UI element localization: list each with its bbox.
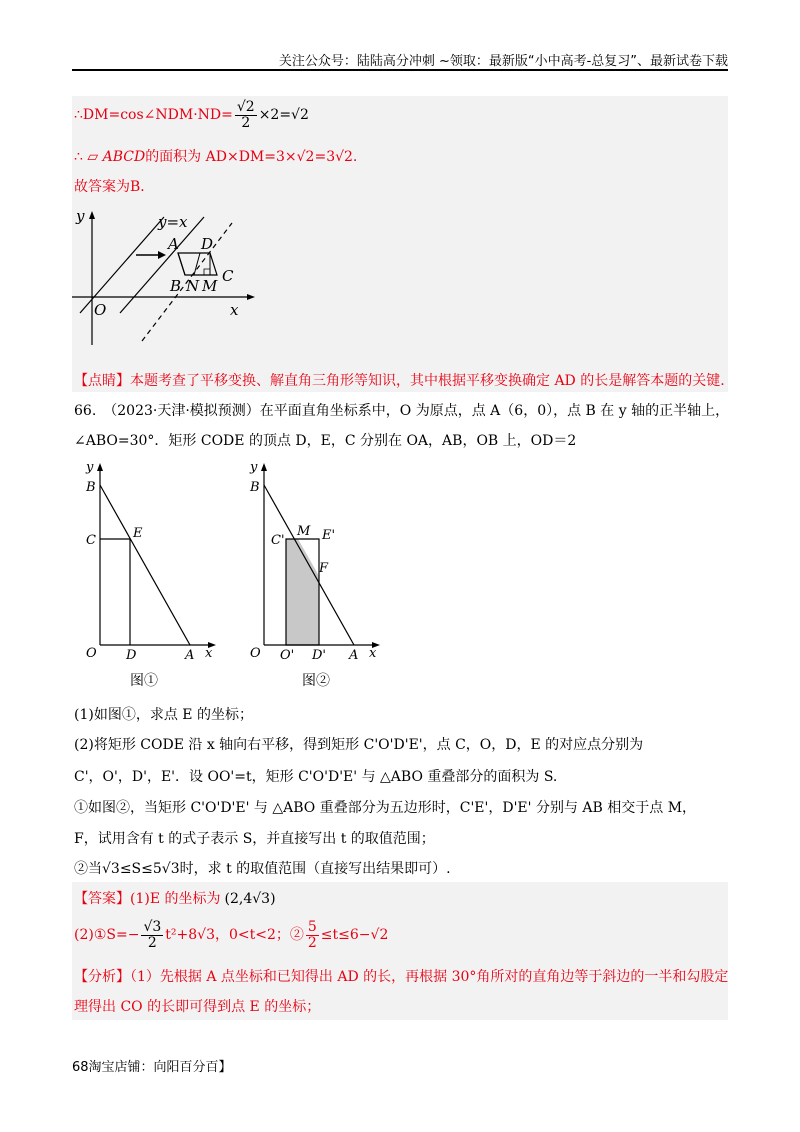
review-text: 本题考查了平移变换、解直角三角形等知识，其中根据平移变换确定 AD 的长是解答本题的关键. [130, 373, 725, 389]
fig2-label-C: C' [271, 533, 285, 548]
analysis-text-1: （1）先根据 A 点坐标和已知得出 AD 的长，再根据 30°角所对的直角边等于斜边的一半和勾股定 [130, 969, 729, 985]
question-1: (1)如图①，求点 E 的坐标； [74, 707, 253, 723]
answer-label: 【答案】 [74, 891, 130, 907]
fig2-label-O2: O' [280, 648, 295, 663]
answer-part1-prefix: (1) [130, 891, 150, 907]
answer-part1-text: E 的坐标为 [149, 891, 221, 907]
fig1-label-y: y [86, 460, 94, 475]
answer-part2-frac [141, 920, 163, 950]
review-label: 【点睛】 [74, 373, 130, 389]
fig-top-label-y: y [76, 207, 85, 225]
fig1-label-D: D [126, 648, 137, 663]
dm-equation [74, 100, 309, 130]
analysis-line-1 [74, 966, 728, 986]
fig2-label-A: A [349, 648, 359, 663]
figure-2 [236, 455, 396, 695]
question-2a: (2)将矩形 CODE 沿 x 轴向右平移，得到矩形 C'O'D'E'，点 C，O，D，E 的对应点分别为 [74, 737, 644, 753]
answer-frac2-den: 2 [307, 934, 317, 951]
fig1-y-arrow [97, 463, 103, 471]
fig-top-label-x: x [230, 301, 239, 319]
dm-fraction [235, 100, 257, 130]
answer-part2-end: ≤t≤6−√2 [320, 927, 389, 944]
answer-line-2 [74, 920, 388, 950]
question-2c: ①如图②，当矩形 C'O'D'E' 与 △ABO 重叠部分为五边形时，C'E'，D'E' 分别与 AB 相交于点 M， [74, 800, 697, 816]
figure-1 [72, 455, 232, 695]
fig-top-label-A: A [168, 235, 179, 253]
fig1-label-B: B [86, 480, 96, 495]
answer-b-text: 故答案为B． [74, 179, 155, 195]
question-2b: C'，O'，D'，E'．设 OO'=t，矩形 C'O'D'E' 与 △ABO 重叠部分的面积为 S. [74, 769, 558, 785]
fig-top-label-C: C [222, 267, 234, 285]
problem-line-2: ∠ABO=30°．矩形 CODE 的顶点 D，E，C 分别在 OA，AB，OB 上，OD＝2 [74, 433, 577, 449]
translation-figure [72, 205, 272, 355]
fig2-shaded-region [286, 539, 319, 645]
fig1-caption: 图① [130, 673, 158, 689]
review-line [74, 370, 725, 390]
fig2-label-D: D' [312, 648, 326, 663]
fig1-label-E: E [133, 526, 143, 541]
area-prefix: ∴ ▱ [74, 149, 103, 165]
area-name: ABCD [102, 149, 146, 165]
answer-part2-prefix: (2)①S=− [74, 927, 140, 944]
header-rule [72, 69, 728, 71]
fig2-label-x: x [369, 646, 377, 661]
answer-frac-den: 2 [147, 934, 157, 951]
fig1-label-A: A [185, 648, 195, 663]
question-2e: ②当√3≤S≤5√3时，求 t 的取值范围（直接写出结果即可）. [74, 861, 451, 877]
question-2d: F，试用含有 t 的式子表示 S，并直接写出 t 的取值范围； [74, 831, 435, 847]
fig2-label-O: O [250, 646, 261, 661]
fig2-caption: 图② [302, 673, 330, 689]
dm-frac-den: 2 [241, 114, 251, 131]
fig2-label-E: E' [322, 528, 336, 543]
dm-suffix: ×2=√2 [258, 107, 309, 124]
fig1-label-O: O [86, 646, 97, 661]
fig-top-y-arrow [89, 211, 95, 219]
answer-frac-num: √3 [143, 919, 162, 935]
dm-frac-num: √2 [236, 99, 255, 115]
fig2-label-F: F [319, 561, 329, 576]
fig-top-label-D: D [201, 235, 214, 253]
answer-frac2-num: 5 [307, 919, 317, 935]
fig1-line-AB [100, 485, 190, 645]
answer-part2-frac2 [306, 920, 319, 950]
fig-top-x-arrow [247, 294, 255, 300]
problem-line-1: 66. （2023·天津·模拟预测）在平面直角坐标系中，O 为原点，点 A（6，0），点 B 在 y 轴的正半轴上， [74, 403, 730, 419]
answer-part2-rest: t²+8√3，0<t<2；② [165, 927, 304, 944]
fig2-y-arrow [261, 463, 267, 471]
analysis-label: 【分析】 [74, 969, 130, 985]
area-text: 的面积为 AD×DM=3×√2=3√2. [145, 149, 358, 165]
fig-top-label-N: N [186, 277, 200, 295]
fig1-label-C: C [86, 533, 96, 548]
fig1-label-x: x [205, 646, 213, 661]
fig2-label-M: M [297, 524, 311, 539]
fig-top-label-yx: y=x [158, 213, 188, 231]
footer-text: 68淘宝店铺：向阳百分百】 [72, 1060, 232, 1075]
fig-top-label-B: B [170, 277, 182, 295]
area-equation [74, 146, 357, 166]
answer-line-1 [74, 888, 276, 908]
header-text: 关注公众号：陆陆高分冲刺 ~领取：最新版“小中高考-总复习”、最新试卷下载 [278, 54, 728, 69]
fig-top-line-shift1 [120, 217, 204, 313]
dm-prefix: ∴DM=cos∠NDM·ND= [74, 107, 233, 124]
fig2-label-y: y [250, 460, 258, 475]
fig2-label-B: B [250, 480, 260, 495]
analysis-line-2: 理得出 CO 的长即可得到点 E 的坐标； [74, 999, 321, 1015]
fig-top-label-O: O [94, 301, 107, 319]
fig1-rect-CODE [100, 539, 130, 645]
fig-top-label-M: M [202, 277, 218, 295]
answer-part1-value: (2,4√3) [224, 891, 276, 907]
